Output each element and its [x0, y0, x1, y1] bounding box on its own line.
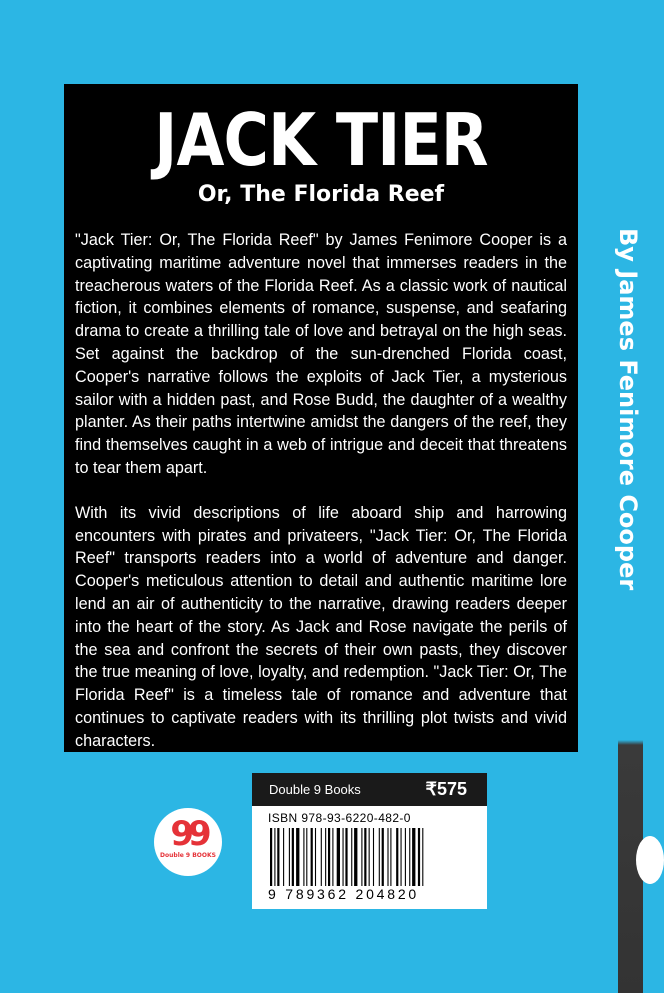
spine-logo-icon: [636, 836, 664, 884]
book-description: [75, 229, 567, 753]
publisher-name: Double 9 Books: [269, 782, 361, 797]
price-label: ₹575: [425, 779, 467, 799]
double9-logo-icon: [154, 808, 222, 876]
spine-author: By James Fenimore Cooper: [614, 228, 642, 591]
barcode-block: [252, 773, 487, 909]
logo-text: Double 9 BOOKS: [160, 852, 216, 859]
logo-number: 99: [170, 814, 206, 854]
book-subtitle: Or, The Florida Reef: [197, 182, 445, 207]
description-panel: [64, 84, 578, 752]
isbn-label: ISBN 978-93-6220-482-0: [268, 811, 411, 825]
description-paragraph-2: With its vivid descriptions of life aboard ship and harrowing encounters with pirates and privateers, "Jack Tier: Or, The Florida Reef" transports readers into a world of adventure and danger. Cooper's meticulous attention to detail and authentic maritime lore lend an air of authenticity to the narrative, drawing readers deeper into the heart of the story. As Jack and Rose navigate the perils of the sea and confront the secrets of their own pasts, they discover the true meaning of love, loyalty, and redemption. "Jack Tier: Or, The Florida Reef" is a timeless tale of romance and adventure that continues to captivate readers with its thrilling plot twists and vivid characters.: [75, 503, 567, 750]
barcode-icon: [270, 828, 473, 886]
description-paragraph-1: "Jack Tier: Or, The Florida Reef" by James Fenimore Cooper is a captivating maritime adventure novel that immerses readers in the treacherous waters of the Florida Reef. As a classic work of nautical fiction, it combines elements of romance, suspense, and seafaring drama to create a thrilling tale of love and betrayal on the high seas. Set against the backdrop of the sun-drenched Florida coast, Cooper's narrative follows the exploits of Jack Tier, a mysterious sailor with a hidden past, and Rose Budd, the daughter of a wealthy planter. As their paths intertwine amidst the dangers of the reef, they find themselves caught in a web of intrigue and deceit that threatens to tear them apart.: [75, 231, 567, 477]
barcode-digits: 9 789362 204820: [268, 886, 419, 902]
book-title: JACK TIER: [154, 98, 488, 182]
barcode-header: [252, 773, 487, 806]
